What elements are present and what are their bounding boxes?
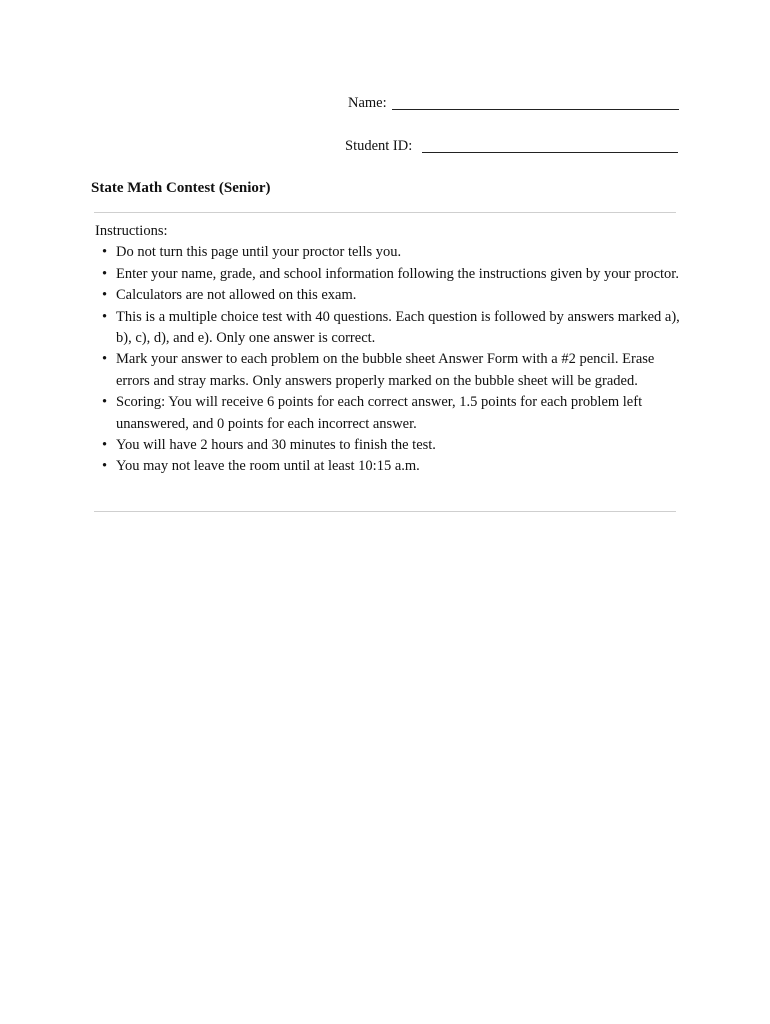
instruction-text: Scoring: You will receive 6 points for each correct answer, 1.5 points for each problem left unanswered, and 0 points for each incorrect answer. <box>116 394 643 432</box>
instruction-item <box>100 307 685 350</box>
instructions-heading: Instructions: <box>95 223 168 239</box>
name-blank-line[interactable] <box>392 94 679 110</box>
instruction-text: Mark your answer to each problem on the bubble sheet Answer Form with a #2 pencil. Erase errors and stray marks. Only answers properly marked on the bubble sheet will be graded. <box>116 351 655 389</box>
instruction-item <box>100 264 685 285</box>
instruction-item <box>100 242 685 263</box>
top-divider <box>94 212 676 213</box>
instruction-text: You may not leave the room until at least 10:15 a.m. <box>116 458 420 475</box>
instruction-item <box>100 349 685 392</box>
bullet-icon: • <box>102 394 108 411</box>
instructions-list <box>95 242 685 477</box>
instruction-text: Enter your name, grade, and school information following the instructions given by your proctor. <box>116 265 679 282</box>
student-id-label: Student ID: <box>345 138 413 154</box>
student-id-field-row <box>345 137 412 155</box>
bullet-icon: • <box>102 437 108 454</box>
instruction-item <box>100 285 685 306</box>
student-id-blank-line[interactable] <box>422 137 678 153</box>
name-label: Name: <box>348 95 387 111</box>
name-field-row <box>348 94 387 112</box>
bullet-icon: • <box>102 308 108 325</box>
bullet-icon: • <box>102 265 108 282</box>
instruction-item <box>100 435 685 456</box>
instructions-section <box>95 221 685 478</box>
bullet-icon: • <box>102 351 108 368</box>
instruction-item <box>100 456 685 477</box>
instruction-text: Calculators are not allowed on this exam. <box>116 287 357 304</box>
instruction-text: You will have 2 hours and 30 minutes to finish the test. <box>116 437 436 454</box>
instruction-item <box>100 392 685 435</box>
bottom-divider <box>94 511 676 512</box>
bullet-icon: • <box>102 458 108 475</box>
bullet-icon: • <box>102 287 108 304</box>
instruction-text: Do not turn this page until your proctor tells you. <box>116 244 402 261</box>
instruction-text: This is a multiple choice test with 40 questions. Each question is followed by answers marked a), b), c), d), and e). Only one answer is correct. <box>116 308 680 347</box>
bullet-icon: • <box>102 244 108 261</box>
page-title: State Math Contest (Senior) <box>91 180 271 196</box>
